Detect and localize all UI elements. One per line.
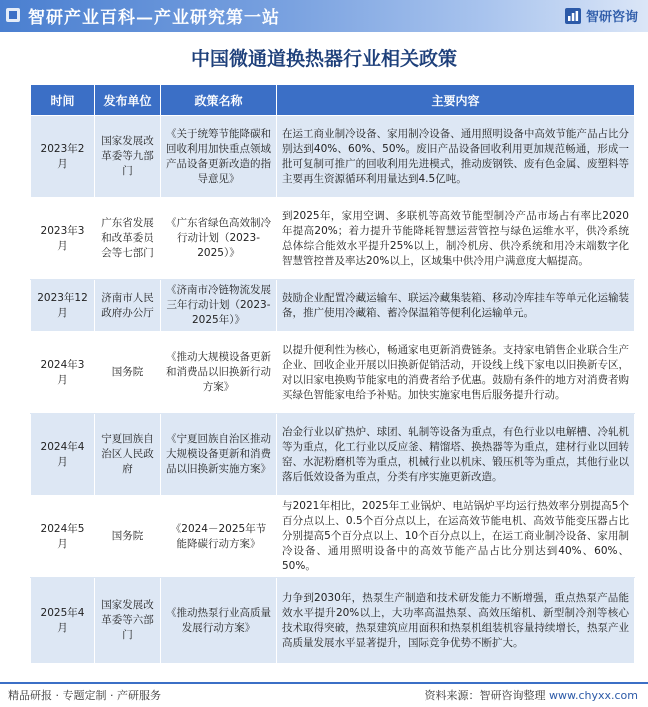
column-header-content: 主要内容: [277, 85, 635, 116]
table-row: [31, 280, 635, 332]
table-row: [31, 414, 635, 496]
cell-policy: 《推动大规模设备更新和消费品以旧换新行动方案》: [161, 332, 277, 414]
cell-policy: 《广东省绿色高效制冷行动计划（2023-2025）》: [161, 198, 277, 280]
page-title: 中国微通道换热器行业相关政策: [190, 48, 457, 70]
policy-table: [30, 84, 634, 664]
cell-content: 力争到2030年，热泵生产制造和技术研发能力不断增强，重点热泵产品能效水平提升20%以上，大功率高温热泵、高效压缩机、新型制冷剂等核心技术取得突破，热泵建筑应用面积和热泵机组装机容量持续增长，热泵产业高质量发展水平显著提升，国际竞争优势不断扩大。: [277, 578, 635, 664]
cell-time: 2024年3月: [31, 332, 95, 414]
site-logo-icon: [6, 8, 20, 22]
table-row: [31, 578, 635, 664]
company-logo-text: 智研咨询: [585, 10, 638, 25]
cell-content: 在运工商业制冷设备、家用制冷设备、通用照明设备中高效节能产品占比分别达到40%、60%、50%。废旧产品设备回收利用更加规范畅通，形成一批可复制可推广的回收利用先进模式，推动废钢铁、废有色金属、废塑料等主要再生资源循环利用量达到4.5亿吨。: [277, 116, 635, 198]
table-row: [31, 496, 635, 578]
column-header-issuer: 发布单位: [95, 85, 161, 116]
cell-time: 2023年12月: [31, 280, 95, 332]
cell-time: 2023年2月: [31, 116, 95, 198]
table-row: [31, 198, 635, 280]
cell-policy: 《推动热泵行业高质量发展行动方案》: [161, 578, 277, 664]
cell-content: 冶金行业以矿热炉、球团、轧制等设备为重点，有色行业以电解槽、冷轧机等为重点，化工行业以反应釜、精馏塔、换热器等为重点，建材行业以回转窑、水泥粉磨机等为重点，机械行业以机床、锻压机等为重点，其他行业以落后低效设备为重点，分类有序实施更新改造。: [277, 414, 635, 496]
top-banner: [0, 0, 648, 32]
footer-slogan: 精品研报 · 专题定制 · 产研服务: [8, 689, 161, 702]
cell-issuer: 济南市人民政府办公厅: [95, 280, 161, 332]
table-row: [31, 116, 635, 198]
table-row: [31, 332, 635, 414]
column-header-policy: 政策名称: [161, 85, 277, 116]
cell-issuer: 广东省发展和改革委员会等七部门: [95, 198, 161, 280]
cell-policy: 《2024－2025年节能降碳行动方案》: [161, 496, 277, 578]
cell-content: 与2021年相比，2025年工业锅炉、电站锅炉平均运行热效率分别提高5个百分点以上、0.5个百分点以上，在运高效节能电机、高效节能变压器占比分别提高5个百分点以上、10个百分点以上，在运工商业制冷设备、家用制冷设备、通用照明设备中的高效节能产品占比分别达到40%、60%、50%。: [277, 496, 635, 578]
cell-issuer: 国务院: [95, 332, 161, 414]
cell-issuer: 国家发展改革委等六部门: [95, 578, 161, 664]
cell-policy: 《关于统筹节能降碳和回收利用加快重点领域产品设备更新改造的指导意见》: [161, 116, 277, 198]
company-logo: [564, 6, 638, 25]
footer: [0, 682, 648, 707]
cell-policy: 《宁夏回族自治区推动大规模设备更新和消费品以旧换新实施方案》: [161, 414, 277, 496]
cell-time: 2023年3月: [31, 198, 95, 280]
cell-content: 鼓励企业配置冷藏运输车、联运冷藏集装箱、移动冷库挂车等单元化运输装备，推广使用冷藏箱、蓄冷保温箱等便利化运输单元。: [277, 280, 635, 332]
cell-time: 2024年5月: [31, 496, 95, 578]
cell-time: 2024年4月: [31, 414, 95, 496]
cell-issuer: 宁夏回族自治区人民政府: [95, 414, 161, 496]
cell-content: 到2025年，家用空调、多联机等高效节能型制冷产品市场占有率比2020年提高20%；着力提升节能降耗智慧运营管控与绿色运维水平，供冷系统总体综合能效水平提升25%以上，制冷机房、供冷系统和用冷末端数字化智慧管控普及率达20%以上，区域集中供冷用户满意度大幅提高。: [277, 198, 635, 280]
cell-time: 2025年4月: [31, 578, 95, 664]
cell-content: 以提升便利性为核心，畅通家电更新消费链条。支持家电销售企业联合生产企业、回收企业开展以旧换新促销活动，开设线上线下家电以旧换新专区，对以旧家电换购节能家电的消费者给予优惠。鼓励有条件的地方对消费者购买绿色智能家电给予补贴。加快实施家电售后服务提升行动。: [277, 332, 635, 414]
table-header-row: [31, 85, 635, 116]
cell-policy: 《济南市冷链物流发展三年行动计划（2023-2025年）》: [161, 280, 277, 332]
brand-title: 智研产业百科—产业研究第一站: [28, 8, 280, 28]
cell-issuer: 国家发展改革委等九部门: [95, 116, 161, 198]
site-url-link[interactable]: www.chyxx.com: [548, 689, 638, 702]
chart-logo-icon: [564, 7, 582, 25]
footer-source: [424, 687, 638, 703]
cell-issuer: 国务院: [95, 496, 161, 578]
column-header-time: 时间: [31, 85, 95, 116]
source-label: 资料来源：智研咨询整理: [424, 689, 546, 702]
